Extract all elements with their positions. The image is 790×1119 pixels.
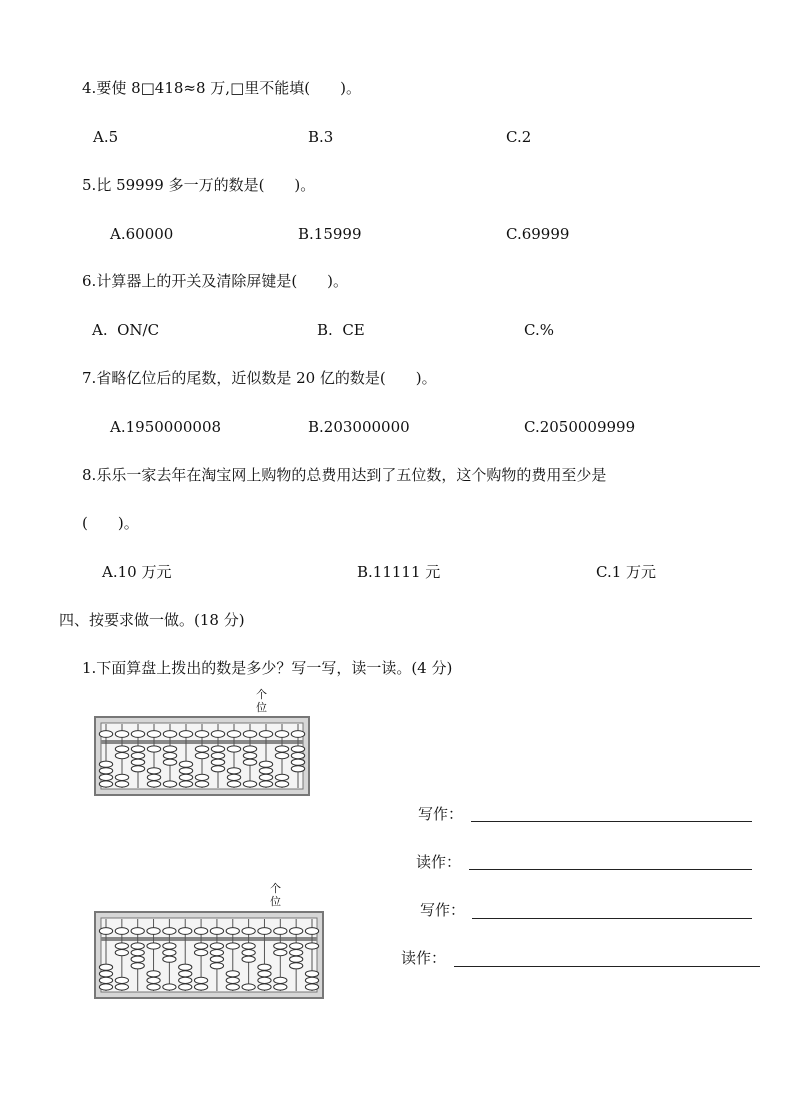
read-label-1: 读作： <box>416 853 462 871</box>
option-a[interactable]: A.1950000008 <box>110 418 222 436</box>
task-1-text: 1.下面算盘上拨出的数是多少？写一写，读一读。(4 分) <box>82 659 453 677</box>
option-a[interactable]: A.5 <box>93 128 119 146</box>
section-title: 四、按要求做一做。(18 分) <box>59 611 245 629</box>
question-number: 4. <box>82 79 97 97</box>
option-a[interactable]: A.60000 <box>110 225 174 243</box>
abacus-1-place-label <box>256 688 267 714</box>
read-answer-line-2[interactable] <box>454 966 760 967</box>
option-b[interactable]: B.203000000 <box>308 418 410 436</box>
question-text: 要使 8□418≈8 万,□里不能填( )。 <box>96 79 361 97</box>
abacus-2-place-label <box>270 882 281 908</box>
question-text: 计算器上的开关及清除屏键是( )。 <box>96 272 349 290</box>
place-label-bottom: 位 <box>270 895 281 908</box>
option-b[interactable]: B.15999 <box>298 225 362 243</box>
question-6 <box>82 271 348 291</box>
abacus-1-image <box>94 716 310 796</box>
question-5 <box>82 175 315 195</box>
question-number: 8. <box>82 466 97 484</box>
option-c[interactable]: C.2 <box>506 128 532 146</box>
option-c[interactable]: C.69999 <box>506 225 570 243</box>
question-7 <box>82 368 437 388</box>
option-c[interactable]: C.1 万元 <box>596 563 657 581</box>
question-4 <box>82 78 361 98</box>
option-c[interactable]: C.% <box>524 321 554 339</box>
question-8-continuation: ( )。 <box>82 514 139 532</box>
abacus-2-image <box>94 911 324 999</box>
option-a[interactable]: A. ON/C <box>92 321 160 339</box>
read-label-2: 读作： <box>401 949 447 967</box>
question-number: 6. <box>82 272 97 290</box>
question-text: 乐乐一家去年在淘宝网上购物的总费用达到了五位数，这个购物的费用至少是 <box>96 466 607 484</box>
write-answer-line-2[interactable] <box>472 918 752 919</box>
question-number: 5. <box>82 176 97 194</box>
place-label-top: 个 <box>256 688 267 701</box>
write-label-1: 写作： <box>418 805 464 823</box>
place-label-top: 个 <box>270 882 281 895</box>
question-8 <box>82 465 606 485</box>
read-answer-line-1[interactable] <box>469 869 752 870</box>
write-label-2: 写作： <box>420 901 466 919</box>
place-label-bottom: 位 <box>256 701 267 714</box>
write-answer-line-1[interactable] <box>471 821 752 822</box>
question-text: 比 59999 多一万的数是( )。 <box>96 176 316 194</box>
question-number: 7. <box>82 369 97 387</box>
option-b[interactable]: B.11111 元 <box>357 563 441 581</box>
option-c[interactable]: C.2050009999 <box>524 418 636 436</box>
option-b[interactable]: B. CE <box>317 321 365 339</box>
question-text: 省略亿位后的尾数，近似数是 20 亿的数是( )。 <box>96 369 437 387</box>
option-b[interactable]: B.3 <box>308 128 334 146</box>
option-a[interactable]: A.10 万元 <box>102 563 172 581</box>
